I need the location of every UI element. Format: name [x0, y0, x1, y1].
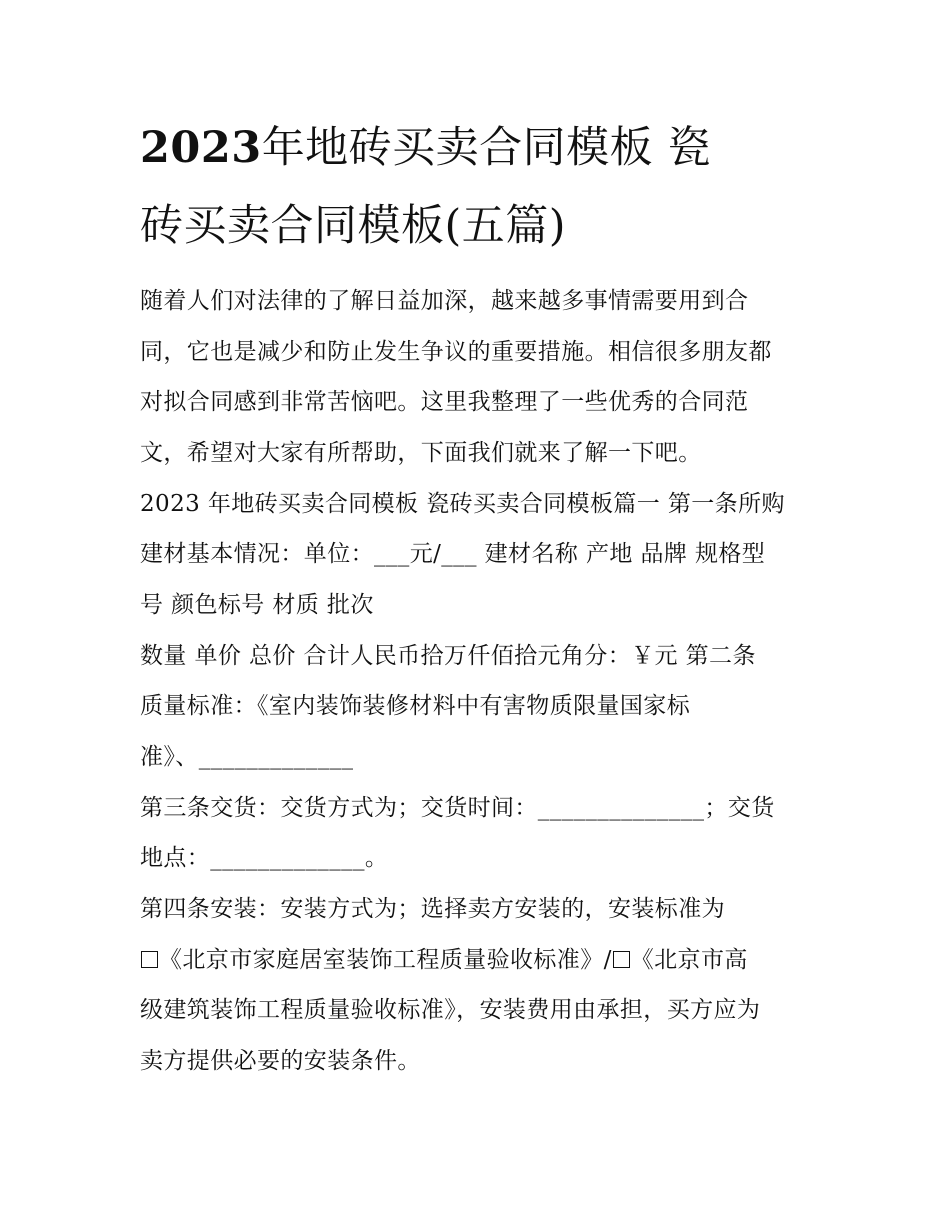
- body-line: 同，它也是减少和防止发生争议的重要措施。相信很多朋友都: [140, 339, 772, 365]
- checkbox-option-1-text: 《北京市家庭居室装饰工程质量验收标准》/: [159, 947, 612, 973]
- body-line: 随着人们对法律的了解日益加深，越来越多事情需要用到合: [140, 288, 749, 314]
- body-line: 级建筑装饰工程质量验收标准》，安装费用由承担，买方应为: [140, 997, 761, 1023]
- checkbox-line: [140, 945, 748, 975]
- body-line: 第三条交货：交货方式为；交货时间：______________；交货: [140, 795, 775, 821]
- document-title-line-2: 砖买卖合同模板(五篇): [140, 201, 567, 251]
- body-line: 卖方提供必要的安装条件。: [140, 1048, 421, 1074]
- document-title-line-1: [140, 122, 711, 174]
- body-line: 质量标准：《室内装饰装修材料中有害物质限量国家标: [140, 693, 691, 719]
- body-line: 准》、_____________: [140, 744, 354, 770]
- body-line: 数量 单价 总价 合计人民币拾万仟佰拾元角分：￥元 第二条: [140, 643, 756, 669]
- checkbox-icon[interactable]: [141, 951, 158, 968]
- body-line: 文，希望对大家有所帮助，下面我们就来了解一下吧。: [140, 440, 702, 466]
- checkbox-option-2-text: 《北京市高: [630, 947, 748, 973]
- checkbox-icon[interactable]: [613, 951, 630, 968]
- body-line: 号 颜色标号 材质 批次: [140, 592, 374, 618]
- body-line: 第四条安装：安装方式为；选择卖方安装的，安装标准为: [140, 896, 725, 922]
- title-year: 2023: [140, 123, 262, 173]
- title-text-1: 年地砖买卖合同模板 瓷: [261, 123, 711, 173]
- body-line: 地点：_____________。: [140, 845, 389, 871]
- body-line: 对拟合同感到非常苦恼吧。这里我整理了一些优秀的合同范: [140, 389, 749, 415]
- body-line: 2023 年地砖买卖合同模板 瓷砖买卖合同模板篇一 第一条所购: [140, 491, 785, 517]
- body-line: 建材基本情况：单位：___元/___ 建材名称 产地 品牌 规格型: [140, 541, 766, 567]
